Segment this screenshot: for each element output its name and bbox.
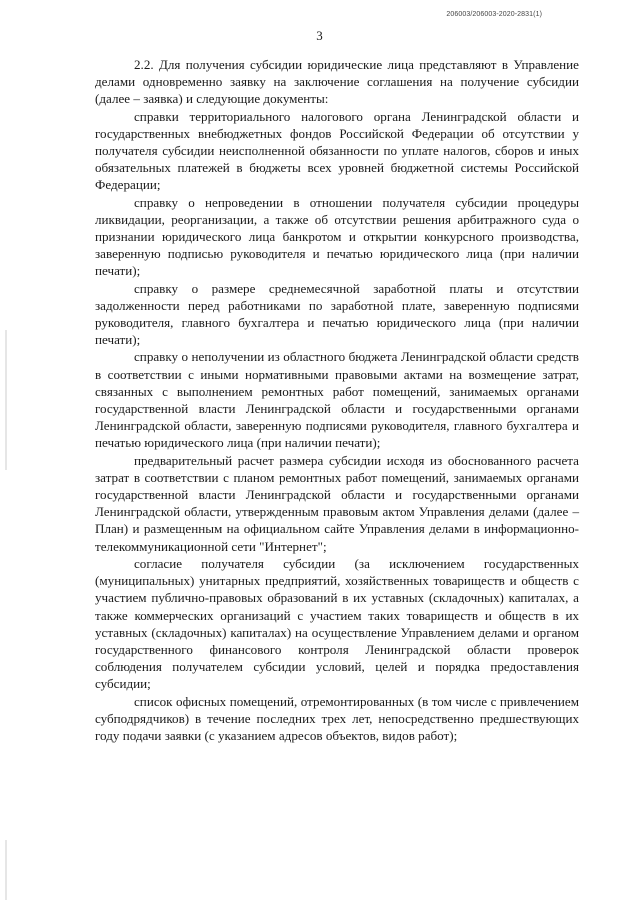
document-body <box>95 56 579 744</box>
paragraph-recipient-consent: согласие получателя субсидии (за исключением государственных (муниципальных) унитарных предприятий, хозяйственных товариществ и обществ с участием публично-правовых образований в их уставных (складочных) капиталах, а также коммерческих организаций с участием таких товариществ и обществ в их уставных (складочных) капиталах) на осуществление Управлением делами и органом государственного финансового контроля Ленинградской области проверок соблюдения получателем субсидии условий, целей и порядка предоставления субсидии; <box>95 555 579 692</box>
paragraph-tax-certificates: справки территориального налогового органа Ленинградской области и государственных внебюджетных фондов Российской Федерации об отсутствии у получателя субсидии неисполненной обязанности по уплате налогов, сборов и иных обязательных платежей в бюджеты всех уровней бюджетной системы Российской Федерации; <box>95 108 579 193</box>
paragraph-2-2-intro: 2.2. Для получения субсидии юридические лица представляют в Управление делами одновременно заявку на заключение соглашения на получение субсидии (далее – заявка) и следующие документы: <box>95 57 579 107</box>
scan-edge-mark <box>5 330 7 470</box>
page-number: 3 <box>316 28 323 43</box>
paragraph-preliminary-calculation: предварительный расчет размера субсидии исходя из обоснованного расчета затрат в соответствии с планом ремонтных работ помещений, занимаемых органами государственной власти Ленинградской области и государственными органами Ленинградской области, утвержденным правовым актом Управления делами (далее – План) и размещенным на официальном сайте Управления делами в информационно-телекоммуникационной сети "Интернет"; <box>95 452 579 554</box>
paragraph-salary-certificate: справку о размере среднемесячной заработной платы и отсутствии задолженности перед работниками по заработной плате, заверенную подписями руководителя, главного бухгалтера и печатью юридического лица (при наличии печати); <box>95 280 579 348</box>
paragraph-non-receipt-certificate: справку о неполучении из областного бюджета Ленинградской области средств в соответствии с иными нормативными правовыми актами на возмещение затрат, связанных с выполнением ремонтных работ помещений, занимаемых органами государственной власти Ленинградской области и государственными органами Ленинградской области, заверенную подписями руководителя, главного бухгалтера и печатью юридического лица (при наличии печати); <box>95 349 579 451</box>
paragraph-office-list: список офисных помещений, отремонтированных (в том числе с привлечением субподрядчиков) в течение последних трех лет, непосредственно предшествующих году подачи заявки (с указанием адресов объектов, видов работ); <box>95 693 579 743</box>
paragraph-liquidation-certificate: справку о непроведении в отношении получателя субсидии процедуры ликвидации, реорганизации, а также об отсутствии решения арбитражного суда о признании юридического лица банкротом и открытии конкурсного производства, заверенную подписью руководителя и печатью юридического лица (при наличии печати); <box>95 194 579 279</box>
scan-edge-mark <box>5 840 7 900</box>
document-id: 206003/206003-2020-2831(1) <box>446 11 542 18</box>
